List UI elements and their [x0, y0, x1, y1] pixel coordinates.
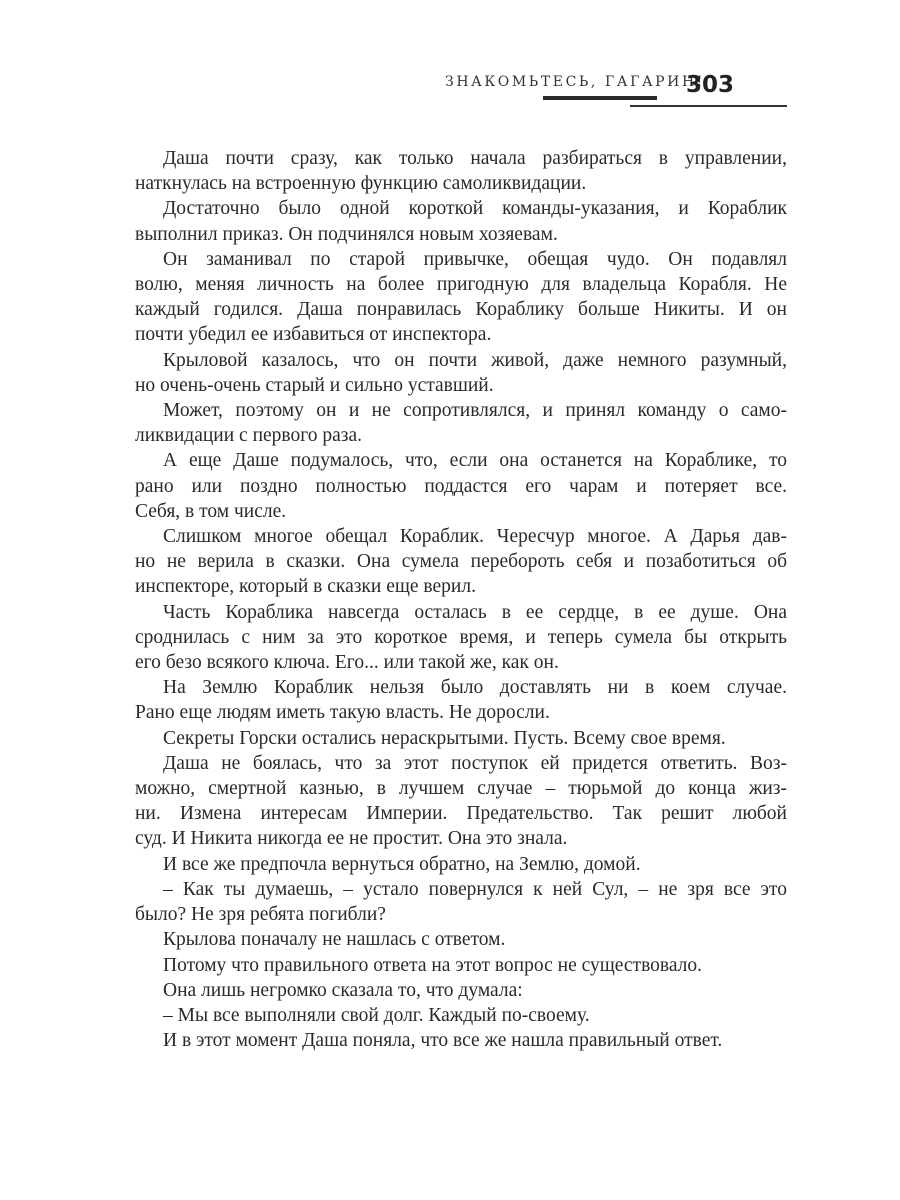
text-line: И все же предпочла вернуться обратно, на Землю, домой.: [163, 853, 641, 875]
text-line: почти убедил ее избавиться от инспектора.: [135, 324, 492, 346]
paragraph: [135, 927, 787, 952]
running-head-bar: [543, 96, 657, 100]
paragraph: [135, 1003, 787, 1028]
text-line: Потому что правильного ответа на этот вопрос не существовало.: [163, 954, 703, 976]
text-line: Секреты Горски остались нераскрытыми. Пусть. Всему свое время.: [163, 727, 726, 749]
paragraph: [135, 600, 787, 676]
text-line: ни. Измена интересам Империи. Предательство. Так решит любой: [135, 803, 787, 825]
text-line: Слишком многое обещал Кораблик. Чересчур многое. А Дарья дав-: [163, 526, 787, 548]
text-line: Даша почти сразу, как только начала разбираться в управлении,: [163, 148, 787, 169]
text-line: выполнил приказ. Он подчинялся новым хозяевам.: [135, 223, 558, 245]
text-line: рано или поздно полностью поддастся его чарам и потеряет все.: [135, 475, 787, 497]
running-head-title: ЗНАКОМЬТЕСЬ, ГАГАРИН!: [445, 74, 706, 90]
text-line: его безо всякого ключа. Его... или такой же, как он.: [135, 652, 559, 674]
text-line: А еще Даше подумалось, что, если она останется на Кораблике, то: [163, 450, 787, 472]
text-line: Она лишь негромко сказала то, что думала:: [163, 979, 523, 1001]
text-line: Даша не боялась, что за этот поступок ей придется ответить. Воз-: [163, 752, 787, 774]
paragraph: [135, 196, 787, 246]
paragraph: [135, 953, 787, 978]
text-line: Он заманивал по старой привычке, обещая чудо. Он подавлял: [163, 248, 787, 270]
paragraph: [135, 675, 787, 725]
text-line: было? Не зря ребята погибли?: [135, 904, 386, 926]
text-line: На Землю Кораблик нельзя было доставлять ни в коем случае.: [163, 677, 787, 699]
text-line: каждый годился. Даша понравилась Кораблику больше Никиты. И он: [135, 299, 787, 321]
text-line: волю, меняя личность на более пригодную для владельца Корабля. Не: [135, 274, 787, 296]
paragraph: [135, 348, 787, 398]
paragraph: [135, 877, 787, 927]
paragraph: [135, 398, 787, 448]
paragraph: [135, 751, 787, 852]
text-line: И в этот момент Даша поняла, что все же нашла правильный ответ.: [163, 1030, 723, 1052]
paragraph: [135, 726, 787, 751]
text-line: Крылова поначалу не нашлась с ответом.: [163, 929, 506, 951]
paragraph: [135, 978, 787, 1003]
text-line: Рано еще людям иметь такую власть. Не доросли.: [135, 702, 550, 724]
text-line: Может, поэтому он и не сопротивлялся, и принял команду о само-: [163, 400, 787, 422]
text-line: Достаточно было одной короткой команды-указания, и Кораблик: [163, 198, 787, 220]
paragraph: [135, 247, 787, 348]
text-line: ликвидации с первого раза.: [135, 425, 363, 447]
paragraph: [135, 146, 787, 196]
page-number: 303: [686, 72, 735, 98]
text-line: но не верила в сказки. Она сумела перебороть себя и позаботиться об: [135, 551, 787, 573]
body-text: [135, 146, 787, 1053]
paragraph: [135, 1028, 787, 1053]
text-line: инспекторе, который в сказки еще верил.: [135, 576, 476, 598]
text-line: Крыловой казалось, что он почти живой, даже немного разумный,: [163, 349, 787, 371]
paragraph: [135, 448, 787, 524]
header-rule: [630, 105, 787, 107]
text-line: но очень-очень старый и сильно уставший.: [135, 374, 494, 396]
paragraph: [135, 852, 787, 877]
text-line: суд. И Никита никогда ее не простит. Она это знала.: [135, 828, 568, 850]
text-line: Себя, в том числе.: [135, 500, 287, 522]
paragraph: [135, 524, 787, 600]
text-line: сроднилась с ним за это короткое время, и теперь сумела бы открыть: [135, 626, 787, 648]
text-line: – Как ты думаешь, – устало повернулся к ней Сул, – не зря все это: [163, 878, 787, 900]
text-line: Часть Кораблика навсегда осталась в ее сердце, в ее душе. Она: [163, 601, 787, 623]
text-line: наткнулась на встроенную функцию самоликвидации.: [135, 173, 587, 195]
text-line: можно, смертной казнью, в лучшем случае – тюрьмой до конца жиз-: [135, 778, 787, 800]
text-line: – Мы все выполняли свой долг. Каждый по-своему.: [163, 1004, 590, 1026]
